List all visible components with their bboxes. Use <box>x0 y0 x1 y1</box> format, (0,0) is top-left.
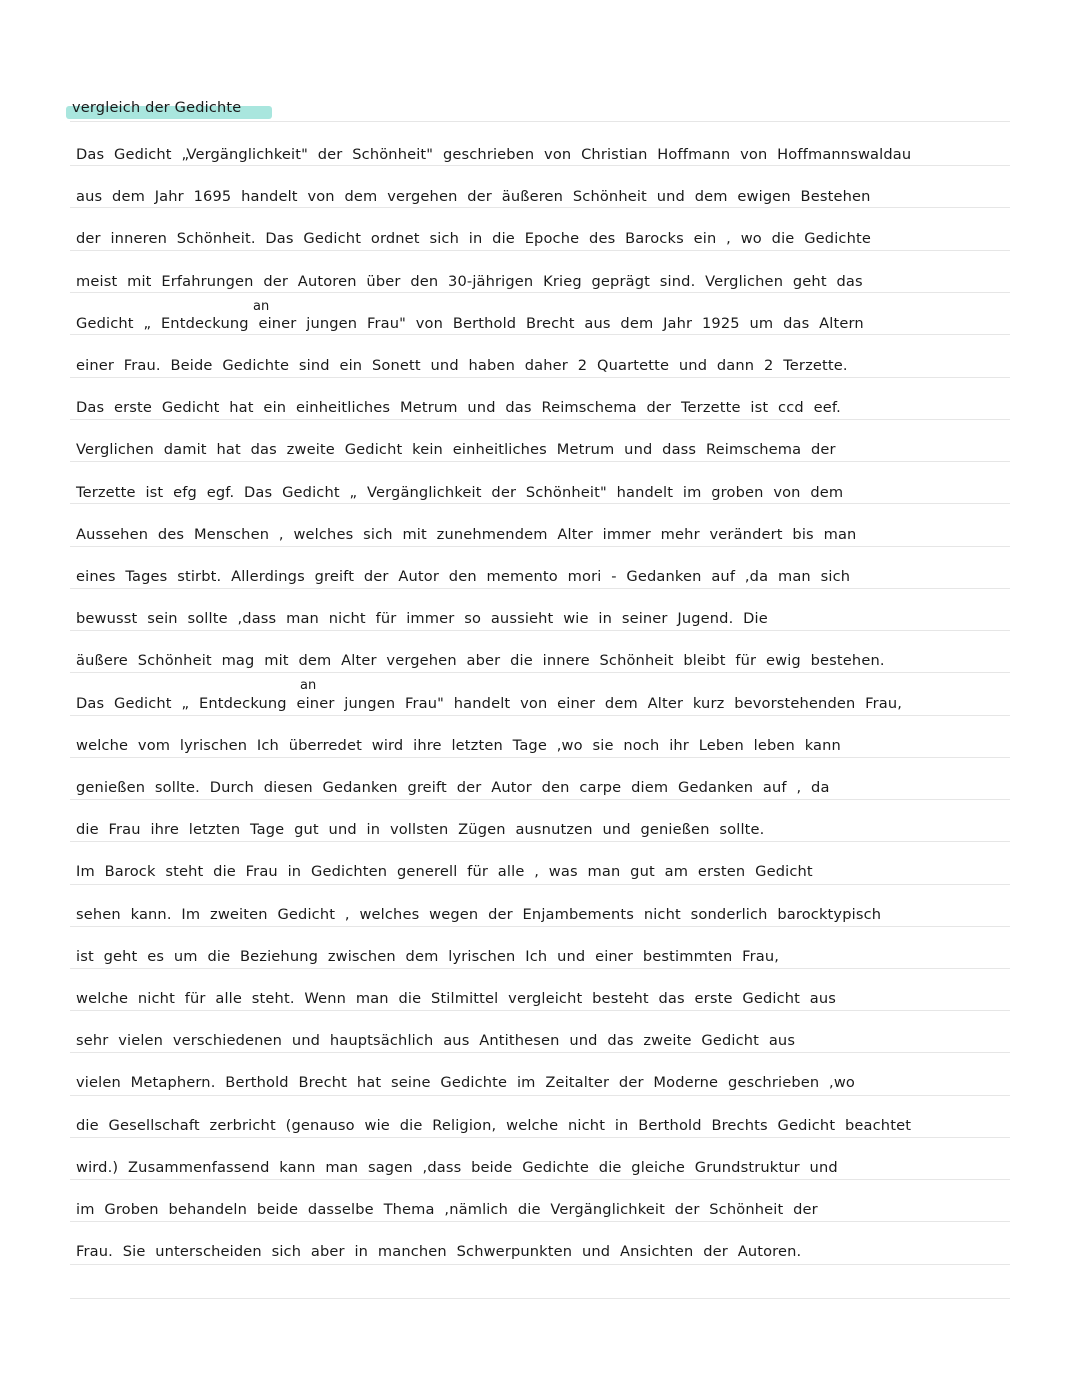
text-line: Das Gedicht „ Entdeckung einer jungen Frau" handelt von einer dem Alter kurz bevorstehenden Frau, <box>76 695 903 712</box>
ruled-line <box>70 334 1010 335</box>
text-line: im Groben behandeln beide dasselbe Thema ,nämlich die Vergänglichkeit der Schönheit der <box>76 1201 818 1218</box>
ruled-line <box>70 1264 1010 1265</box>
ruled-line <box>70 757 1010 758</box>
ruled-line <box>70 1179 1010 1180</box>
text-line: äußere Schönheit mag mit dem Alter vergehen aber die innere Schönheit bleibt für ewig bestehen. <box>76 652 885 669</box>
ruled-line <box>70 630 1010 631</box>
ruled-line <box>70 546 1010 547</box>
ruled-line <box>70 1221 1010 1222</box>
text-line: der inneren Schönheit. Das Gedicht ordnet sich in die Epoche des Barocks ein , wo die Gedichte <box>76 230 871 247</box>
text-line: ist geht es um die Beziehung zwischen dem lyrischen Ich und einer bestimmten Frau, <box>76 948 780 965</box>
text-line: genießen sollte. Durch diesen Gedanken greift der Autor den carpe diem Gedanken auf , da <box>76 779 830 796</box>
text-line: Verglichen damit hat das zweite Gedicht kein einheitliches Metrum und dass Reimschema der <box>76 441 836 458</box>
text-line: eines Tages stirbt. Allerdings greift der Autor den memento mori - Gedanken auf ,da man sich <box>76 568 851 585</box>
ruled-line <box>70 503 1010 504</box>
text-line: wird.) Zusammenfassend kann man sagen ,dass beide Gedichte die gleiche Grundstruktur und <box>76 1159 838 1176</box>
ruled-line <box>70 799 1010 800</box>
ruled-line <box>70 926 1010 927</box>
ruled-line <box>70 165 1010 166</box>
text-line: die Gesellschaft zerbricht (genauso wie die Religion, welche nicht in Berthold Brechts Gedicht beachtet <box>76 1117 912 1134</box>
text-line: Im Barock steht die Frau in Gedichten generell für alle , was man gut am ersten Gedicht <box>76 863 813 880</box>
text-line: Das Gedicht „Vergänglichkeit" der Schönheit" geschrieben von Christian Hoffmann von Hoffmannswaldau <box>76 146 912 163</box>
text-line: Aussehen des Menschen , welches sich mit zunehmendem Alter immer mehr verändert bis man <box>76 526 857 543</box>
inserted-word: an <box>300 678 317 693</box>
ruled-line <box>70 377 1010 378</box>
page-title: vergleich der Gedichte <box>72 100 242 116</box>
ruled-line <box>70 250 1010 251</box>
ruled-line <box>70 1298 1010 1299</box>
ruled-line <box>70 672 1010 673</box>
text-line: aus dem Jahr 1695 handelt von dem vergehen der äußeren Schönheit und dem ewigen Bestehen <box>76 188 871 205</box>
ruled-line <box>70 1010 1010 1011</box>
text-line: vielen Metaphern. Berthold Brecht hat seine Gedichte im Zeitalter der Moderne geschrieben ,wo <box>76 1074 856 1091</box>
ruled-line <box>70 588 1010 589</box>
text-line: welche nicht für alle steht. Wenn man die Stilmittel vergleicht besteht das erste Gedicht aus <box>76 990 837 1007</box>
text-line: sehr vielen verschiedenen und hauptsächlich aus Antithesen und das zweite Gedicht aus <box>76 1032 796 1049</box>
text-line: welche vom lyrischen Ich überredet wird ihre letzten Tage ,wo sie noch ihr Leben leben kann <box>76 737 841 754</box>
ruled-line <box>70 884 1010 885</box>
heading-block <box>72 100 241 122</box>
text-line: einer Frau. Beide Gedichte sind ein Sonett und haben daher 2 Quartette und dann 2 Terzette. <box>76 357 848 374</box>
inserted-word: an <box>253 299 270 314</box>
text-line: bewusst sein sollte ,dass man nicht für immer so aussieht wie in seiner Jugend. Die <box>76 610 768 627</box>
ruled-line <box>70 292 1010 293</box>
ruled-line <box>70 461 1010 462</box>
text-line: Frau. Sie unterscheiden sich aber in manchen Schwerpunkten und Ansichten der Autoren. <box>76 1243 802 1260</box>
ruled-line <box>70 1052 1010 1053</box>
ruled-line <box>70 715 1010 716</box>
ruled-line <box>70 419 1010 420</box>
ruled-line <box>70 207 1010 208</box>
text-line: Terzette ist efg egf. Das Gedicht „ Vergänglichkeit der Schönheit" handelt im groben von dem <box>76 484 844 501</box>
ruled-line <box>70 968 1010 969</box>
text-line: Das erste Gedicht hat ein einheitliches Metrum und das Reimschema der Terzette ist ccd eef. <box>76 399 841 416</box>
text-line: Gedicht „ Entdeckung einer jungen Frau" von Berthold Brecht aus dem Jahr 1925 um das Altern <box>76 315 864 332</box>
text-line: sehen kann. Im zweiten Gedicht , welches wegen der Enjambements nicht sonderlich barocktypisch <box>76 906 882 923</box>
ruled-line <box>70 1137 1010 1138</box>
ruled-line <box>70 841 1010 842</box>
ruled-line <box>70 1095 1010 1096</box>
text-line: meist mit Erfahrungen der Autoren über den 30-jährigen Krieg geprägt sind. Verglichen geht das <box>76 273 863 290</box>
text-line: die Frau ihre letzten Tage gut und in vollsten Zügen ausnutzen und genießen sollte. <box>76 821 765 838</box>
